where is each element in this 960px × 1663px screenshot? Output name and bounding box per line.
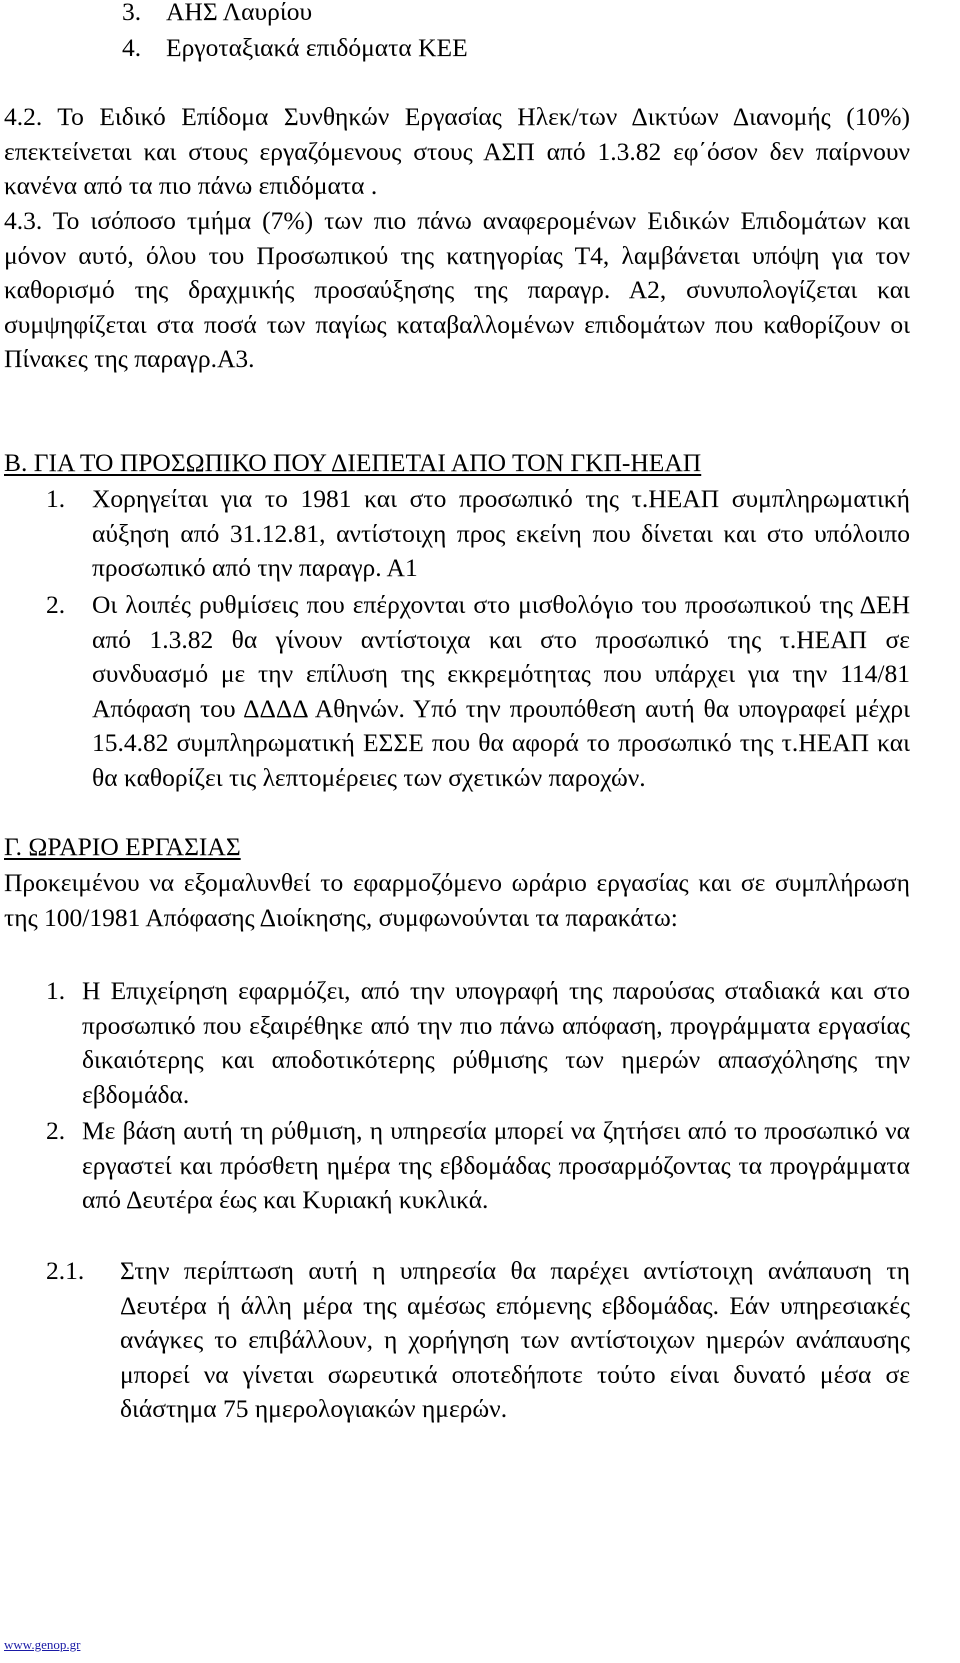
section-c-heading: Γ. ΩΡΑΡΙΟ ΕΡΓΑΣΙΑΣ <box>4 832 241 861</box>
footer-website-link[interactable]: www.genop.gr <box>4 1637 81 1652</box>
section-b-item-1-number: 1. <box>46 484 66 513</box>
list-item-number: 3. <box>122 0 142 26</box>
section-c-item-2-1-text: Στην περίπτωση αυτή η υπηρεσία θα παρέχει αντίστοιχη ανάπαυση τη Δευτέρα ή άλλη μέρα της αμέσως επόμενης εβδομάδας. Εάν υπηρεσιακές ανάγκες το επιβάλλουν, η χορήγηση των αντίστοιχων ημερών ανάπαυσης μπορεί να γίνεται σωρευτικά οποτεδήποτε τούτο είναι δυνατό μέσα σε διάστημα 75 ημερολογιακών ημερών. <box>120 1256 910 1423</box>
section-c-item-2-1-number: 2.1. <box>46 1256 85 1285</box>
list-item-number: 4. <box>122 33 142 62</box>
paragraph-4-3: 4.3. Το ισόποσο τμήμα (7%) των πιο πάνω αναφερομένων Ειδικών Επιδομάτων και μόνον αυτό, όλου του Προσωπικού της κατηγορίας Τ4, λαμβάνεται υπόψη για τον καθορισμό της δραχμικής προσαύξησης της παραγρ. Α2, συνυπολογίζεται και συμψηφίζεται στα ποσά των παγίως καταβαλλομένων επιδομάτων που καθορίζουν οι Πίνακες της παραγρ.Α3. <box>4 206 910 373</box>
section-c-item-2-number: 2. <box>46 1116 66 1145</box>
section-c-intro: Προκειμένου να εξομαλυνθεί το εφαρμοζόμενο ωράριο εργασίας και σε συμπλήρωση της 100/1981 Απόφασης Διοίκησης, συμφωνούνται τα παρακάτω: <box>4 868 910 932</box>
section-b-heading: Β. ΓΙΑ ΤΟ ΠΡΟΣΩΠΙΚΟ ΠΟΥ ΔΙΕΠΕΤΑΙ ΑΠΟ ΤΟΝ ΓΚΠ-ΗΕΑΠ <box>4 448 702 477</box>
paragraph-4-2: 4.2. Το Ειδικό Επίδομα Συνθηκών Εργασίας Ηλεκ/των Δικτύων Διανομής (10%) επεκτείνεται και στους εργαζόμενους στους ΑΣΠ από 1.3.82 εφ΄όσον δεν παίρνουν κανένα από τα πιο πάνω επιδόματα . <box>4 102 910 200</box>
list-item-text: Εργοταξιακά επιδόματα ΚΕΕ <box>166 33 468 62</box>
section-b-item-2-number: 2. <box>46 590 66 619</box>
list-item <box>122 31 141 66</box>
section-b-item-1-text: Χορηγείται για το 1981 και στο προσωπικό της τ.ΗΕΑΠ συμπληρωματική αύξηση από 31.12.81, αντίστοιχη προς εκείνη που δίνεται και στο υπόλοιπο προσωπικό από την παραγρ. Α1 <box>92 484 910 582</box>
section-c-item-1-number: 1. <box>46 976 66 1005</box>
section-c-item-2-text: Με βάση αυτή τη ρύθμιση, η υπηρεσία μπορεί να ζητήσει από το προσωπικό να εργαστεί και πρόσθετη ημέρα της εβδομάδας προσαρμόζοντας τα προγράμματα από Δευτέρα έως και Κυριακή κυκλικά. <box>82 1116 910 1214</box>
list-item-text: ΑΗΣ Λαυρίου <box>166 0 313 26</box>
list-item <box>122 0 141 30</box>
section-b-item-2-text: Οι λοιπές ρυθμίσεις που επέρχονται στο μισθολόγιο του προσωπικού της ΔΕΗ από 1.3.82 θα γίνουν αντίστοιχα και στο προσωπικό της τ.ΗΕΑΠ σε συνδυασμό με την επίλυση της εκκρεμότητας που υπάρχει για την 114/81 Απόφαση του ΔΔΔΔ Αθηνών. Υπό την προυπόθεση αυτή θα υπογραφεί μέχρι 15.4.82 συμπληρωματική ΕΣΣΕ που θα αφορά το προσωπικό της τ.ΗΕΑΠ και θα καθορίζει τις λεπτομέρειες των σχετικών παροχών. <box>92 590 910 792</box>
section-c-item-1-text: Η Επιχείρηση εφαρμόζει, από την υπογραφή της παρούσας σταδιακά και στο προσωπικό που εξαιρέθηκε από την πιο πάνω απόφαση, προγράμματα εργασίας δικαιότερης και αποδοτικότερης ρύθμισης των ημερών απασχόλησης την εβδομάδα. <box>82 976 910 1109</box>
